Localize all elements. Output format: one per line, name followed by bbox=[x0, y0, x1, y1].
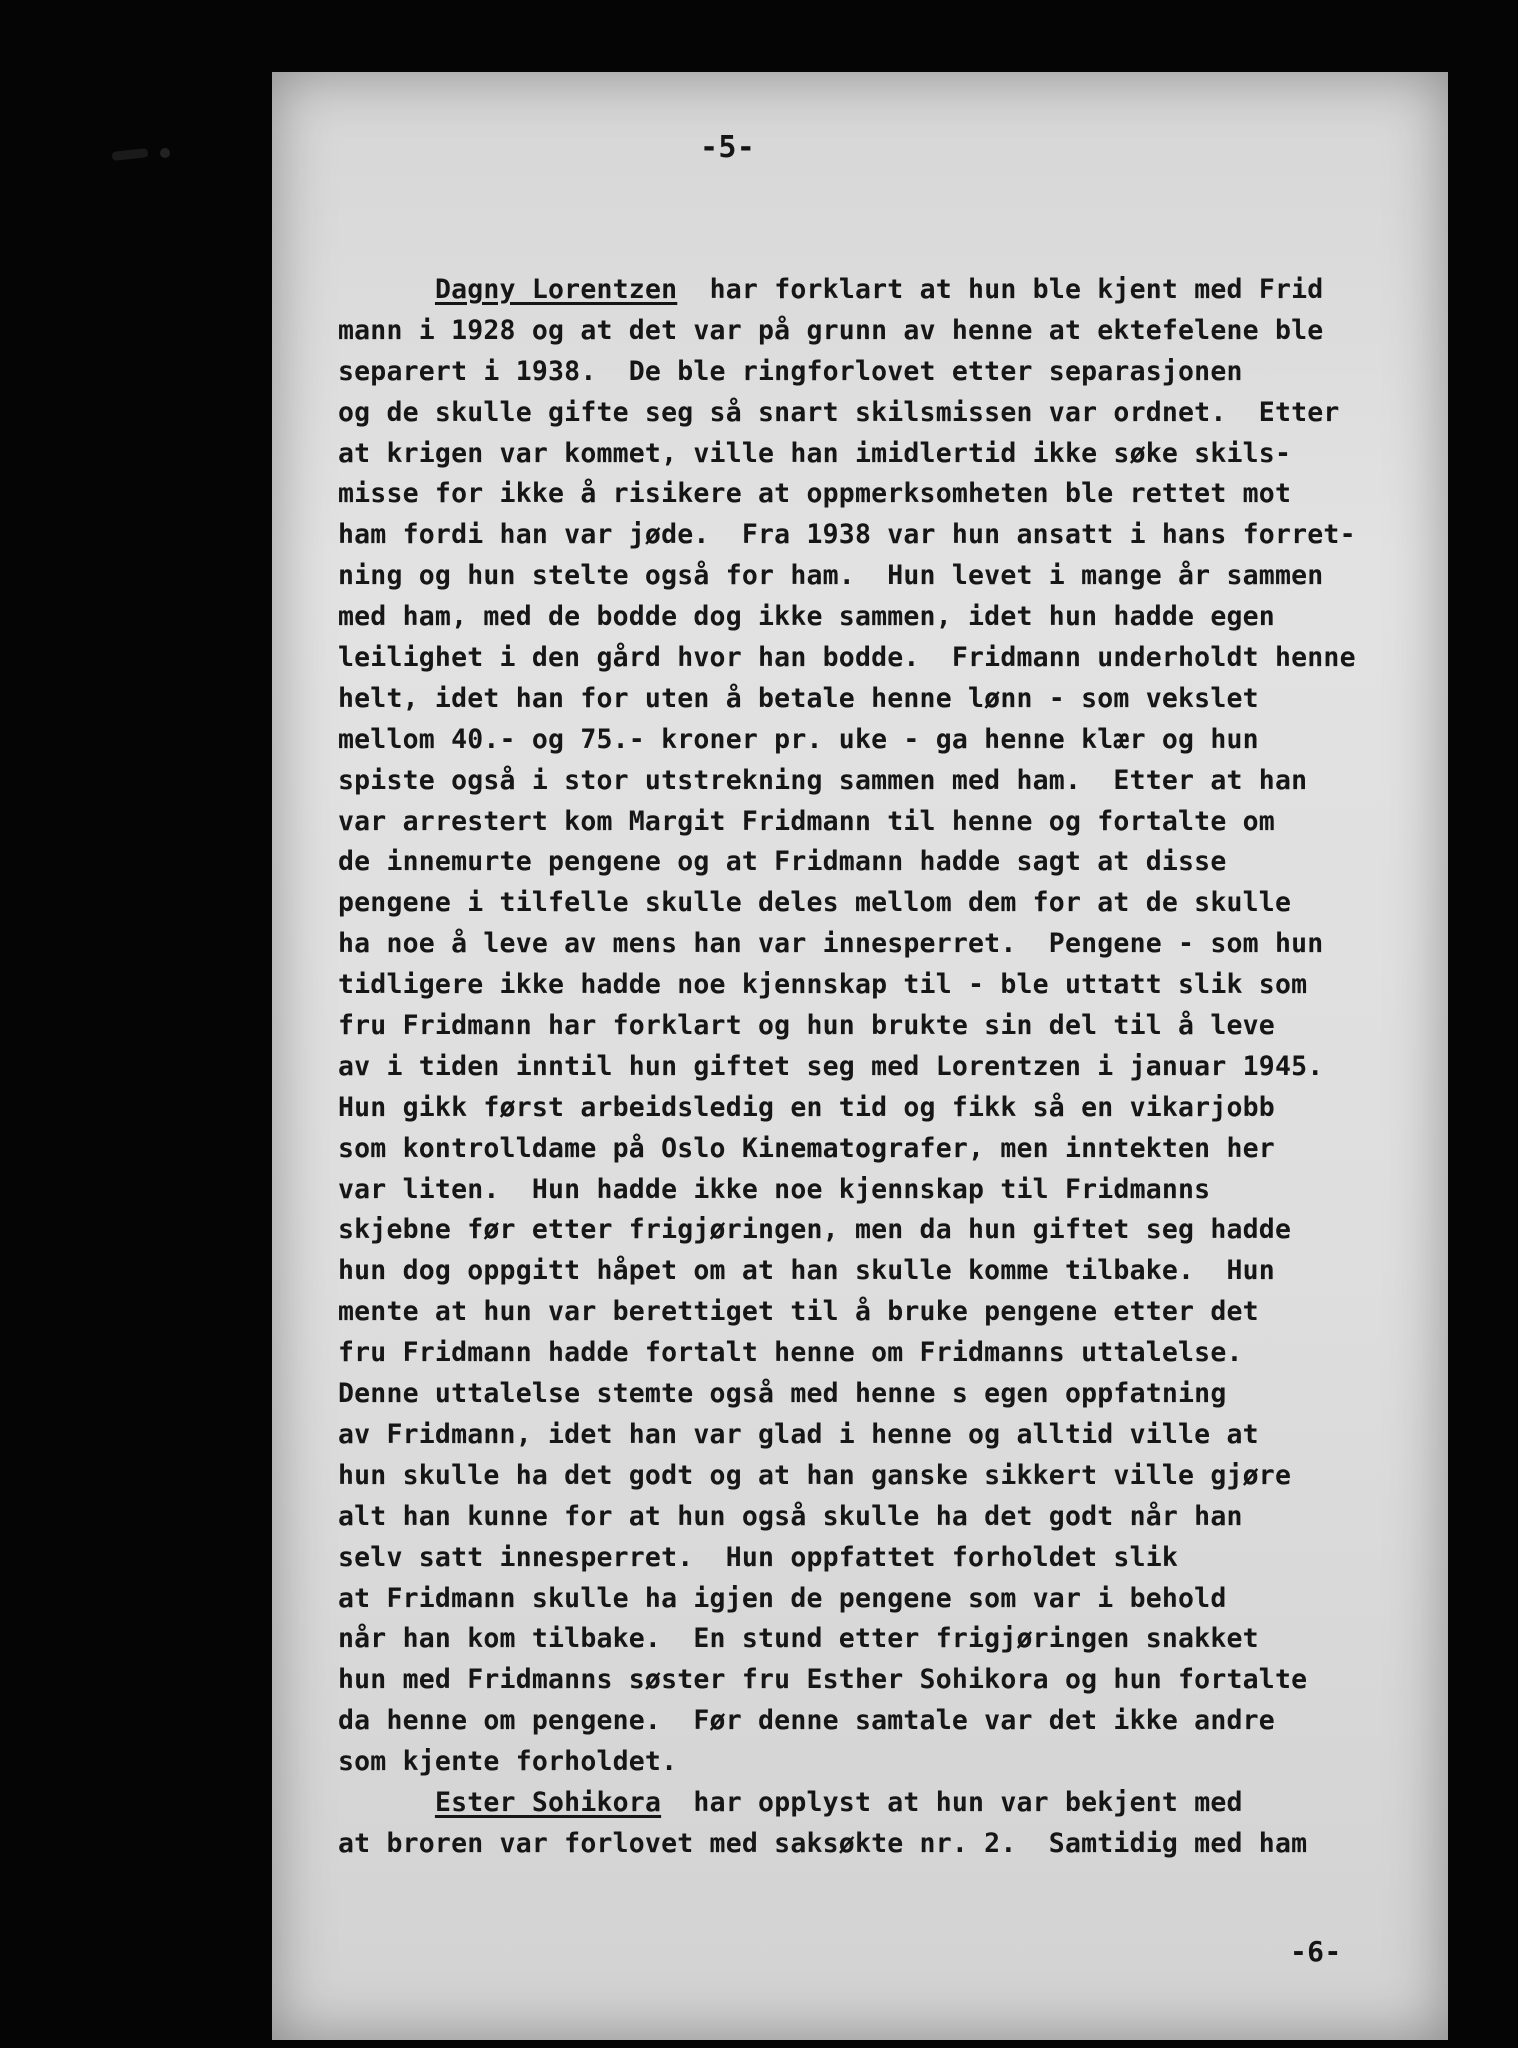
paragraph-1-line: mente at hun var berettiget til å bruke pengene etter det bbox=[338, 1296, 1259, 1328]
document-body bbox=[338, 270, 1448, 1865]
paragraph-1-line: hun med Fridmanns søster fru Esther Sohikora og hun fortalte bbox=[338, 1664, 1308, 1696]
paragraph-2-first-line-text: har opplyst at hun var bekjent med bbox=[693, 1786, 1243, 1818]
paragraph-1-line: var arrestert kom Margit Fridmann til henne og fortalte om bbox=[338, 805, 1275, 837]
paragraph-1-line: fru Fridmann hadde fortalt henne om Fridmanns uttalelse. bbox=[338, 1337, 1243, 1369]
paragraph-1-line: var liten. Hun hadde ikke noe kjennskap til Fridmanns bbox=[338, 1173, 1211, 1205]
paragraph-1-line: ha noe å leve av mens han var innesperret. Pengene - som hun bbox=[338, 928, 1324, 960]
paragraph-1-line: mellom 40.- og 75.- kroner pr. uke - ga henne klær og hun bbox=[338, 723, 1259, 755]
paragraph-1-line: og de skulle gifte seg så snart skilsmissen var ordnet. Etter bbox=[338, 396, 1340, 428]
paragraph-2-first-line bbox=[338, 1783, 1448, 1824]
paragraph-1-line: spiste også i stor utstrekning sammen med ham. Etter at han bbox=[338, 764, 1308, 796]
paragraph-1 bbox=[338, 311, 1448, 1783]
paragraph-1-line: leilighet i den gård hvor han bodde. Fridmann underholdt henne bbox=[338, 642, 1356, 674]
witness-name-ester: Ester Sohikora bbox=[434, 1786, 662, 1818]
paragraph-1-line: hun dog oppgitt håpet om at han skulle komme tilbake. Hun bbox=[338, 1255, 1275, 1287]
paragraph-1-line: separert i 1938. De ble ringforlovet etter separasjonen bbox=[338, 355, 1243, 387]
paragraph-1-line: tidligere ikke hadde noe kjennskap til - ble uttatt slik som bbox=[338, 969, 1308, 1001]
ink-dot bbox=[160, 148, 170, 158]
paragraph-1-line: misse for ikke å risikere at oppmerksomheten ble rettet mot bbox=[338, 478, 1292, 510]
paragraph-1-line: som kjente forholdet. bbox=[338, 1746, 678, 1778]
paragraph-2 bbox=[338, 1824, 1448, 1865]
paragraph-1-line: som kontrolldame på Oslo Kinematografer, men inntekten her bbox=[338, 1132, 1275, 1164]
next-page-number: -6- bbox=[1290, 1935, 1342, 1968]
paragraph-1-line: mann i 1928 og at det var på grunn av henne at ektefelene ble bbox=[338, 314, 1324, 346]
paragraph-1-line: med ham, med de bodde dog ikke sammen, idet hun hadde egen bbox=[338, 601, 1275, 633]
witness-name-dagny: Dagny Lorentzen bbox=[434, 274, 678, 305]
paragraph-2-line: at broren var forlovet med saksøkte nr. 2. Samtidig med ham bbox=[338, 1827, 1308, 1859]
paragraph-1-line: pengene i tilfelle skulle deles mellom dem for at de skulle bbox=[338, 887, 1292, 919]
paragraph-1-line: av i tiden inntil hun giftet seg med Lorentzen i januar 1945. bbox=[338, 1050, 1324, 1082]
paragraph-1-line: alt han kunne for at hun også skulle ha det godt når han bbox=[338, 1500, 1243, 1532]
paragraph-1-first-line bbox=[338, 270, 1448, 311]
paragraph-1-line: selv satt innesperret. Hun oppfattet forholdet slik bbox=[338, 1541, 1179, 1573]
paragraph-1-line: hun skulle ha det godt og at han ganske sikkert ville gjøre bbox=[338, 1459, 1292, 1491]
paragraph-1-first-line-text: har forklart at hun ble kjent med Frid bbox=[709, 274, 1324, 305]
paragraph-1-line: ning og hun stelte også for ham. Hun levet i mange år sammen bbox=[338, 560, 1324, 592]
paragraph-1-line: de innemurte pengene og at Fridmann hadde sagt at disse bbox=[338, 846, 1227, 878]
paragraph-1-line: helt, idet han for uten å betale henne lønn - som vekslet bbox=[338, 682, 1259, 714]
paragraph-1-line: av Fridmann, idet han var glad i henne og alltid ville at bbox=[338, 1418, 1259, 1450]
paragraph-1-line: skjebne før etter frigjøringen, men da hun giftet seg hadde bbox=[338, 1214, 1292, 1246]
paragraph-1-line: ham fordi han var jøde. Fra 1938 var hun ansatt i hans forret- bbox=[338, 519, 1356, 551]
paragraph-1-line: når han kom tilbake. En stund etter frigjøringen snakket bbox=[338, 1623, 1259, 1655]
paragraph-1-line: at Fridmann skulle ha igjen de pengene som var i behold bbox=[338, 1582, 1227, 1614]
paragraph-1-line: fru Fridmann har forklart og hun brukte sin del til å leve bbox=[338, 1010, 1275, 1042]
paragraph-1-line: Denne uttalelse stemte også med henne s egen oppfatning bbox=[338, 1378, 1227, 1410]
page-number: -5- bbox=[700, 130, 756, 165]
paragraph-1-line: da henne om pengene. Før denne samtale var det ikke andre bbox=[338, 1705, 1275, 1737]
paragraph-1-line: Hun gikk først arbeidsledig en tid og fikk så en vikarjobb bbox=[338, 1091, 1275, 1123]
ink-mark bbox=[112, 148, 149, 161]
paragraph-1-line: at krigen var kommet, ville han imidlertid ikke søke skils- bbox=[338, 437, 1292, 469]
